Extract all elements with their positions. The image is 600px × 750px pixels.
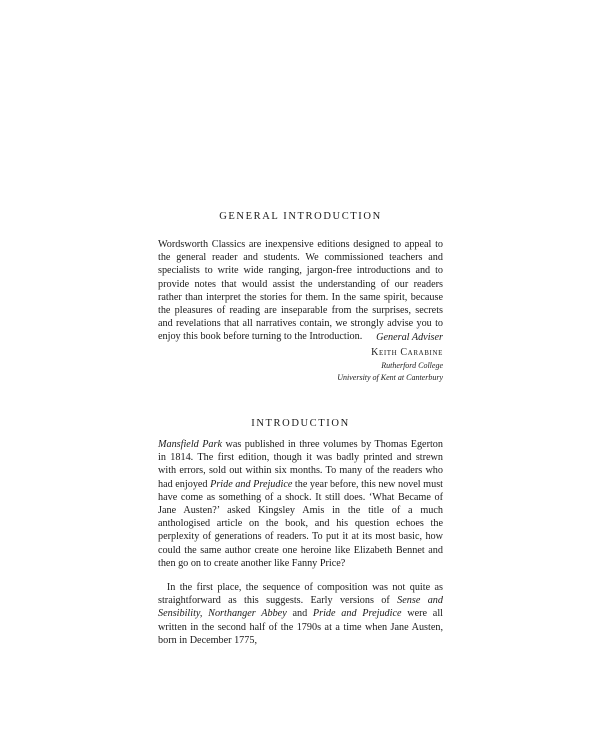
paragraph-text: the year before, this new novel must have come as something of a shock. It still does. ‘What Became of Jane Austen?’ asked Kingsley Amis in the title of a much anthologised article on the book, and his question echoes the perplexity of generations of readers. To put it at its most basic, how could the same author create one heroine like Elizabeth Bennet and then go on to create another like Fanny Price? bbox=[158, 478, 443, 569]
book-titles-sense-northanger: Sense and Sensibility, Northanger Abbey bbox=[158, 595, 443, 620]
introduction-paragraph-2 bbox=[158, 581, 443, 647]
book-title-mansfield-park: Mansfield Park bbox=[158, 439, 223, 450]
paragraph-text: and bbox=[286, 608, 313, 620]
general-introduction-paragraph: Wordsworth Classics are inexpensive editions designed to appeal to the general reader and students. We commissioned teachers and specialists to write wide ranging, jargon-free introductions and to provide notes that would assist the understanding of our readers rather than interpret the stories for them. In the same spirit, because the pleasures of reading are inseparable from the surprises, secrets and revelations that all narratives contain, we strongly advise you to enjoy this book before turning to the Introduction. bbox=[158, 239, 443, 343]
book-title-pride-and-prejudice: Pride and Prejudice bbox=[210, 478, 293, 490]
paragraph-text: was published in three volumes by Thomas Egerton in 1814. The first edition, though it was badly printed and strewn with errors, sold out within six months. To many of the readers who had enjoyed bbox=[158, 439, 443, 490]
paragraph-text: were all written in the second half of the 1790s at a time when Jane Austen, born in December 1775, bbox=[158, 608, 443, 646]
general-introduction-heading: GENERAL INTRODUCTION bbox=[219, 211, 382, 222]
signoff-college: Rutherford College bbox=[381, 361, 443, 370]
introduction-heading: INTRODUCTION bbox=[251, 418, 350, 429]
book-title-pride-and-prejudice-2: Pride and Prejudice bbox=[312, 608, 402, 620]
introduction-paragraph-1 bbox=[158, 438, 443, 570]
signoff-university: University of Kent at Canterbury bbox=[337, 373, 443, 382]
signoff-role: General Adviser bbox=[376, 332, 443, 343]
signoff-name: Keith Carabine bbox=[371, 347, 443, 358]
paragraph-text: In the first place, the sequence of composition was not quite as straightforward as this suggests. Early versions of bbox=[158, 582, 443, 607]
